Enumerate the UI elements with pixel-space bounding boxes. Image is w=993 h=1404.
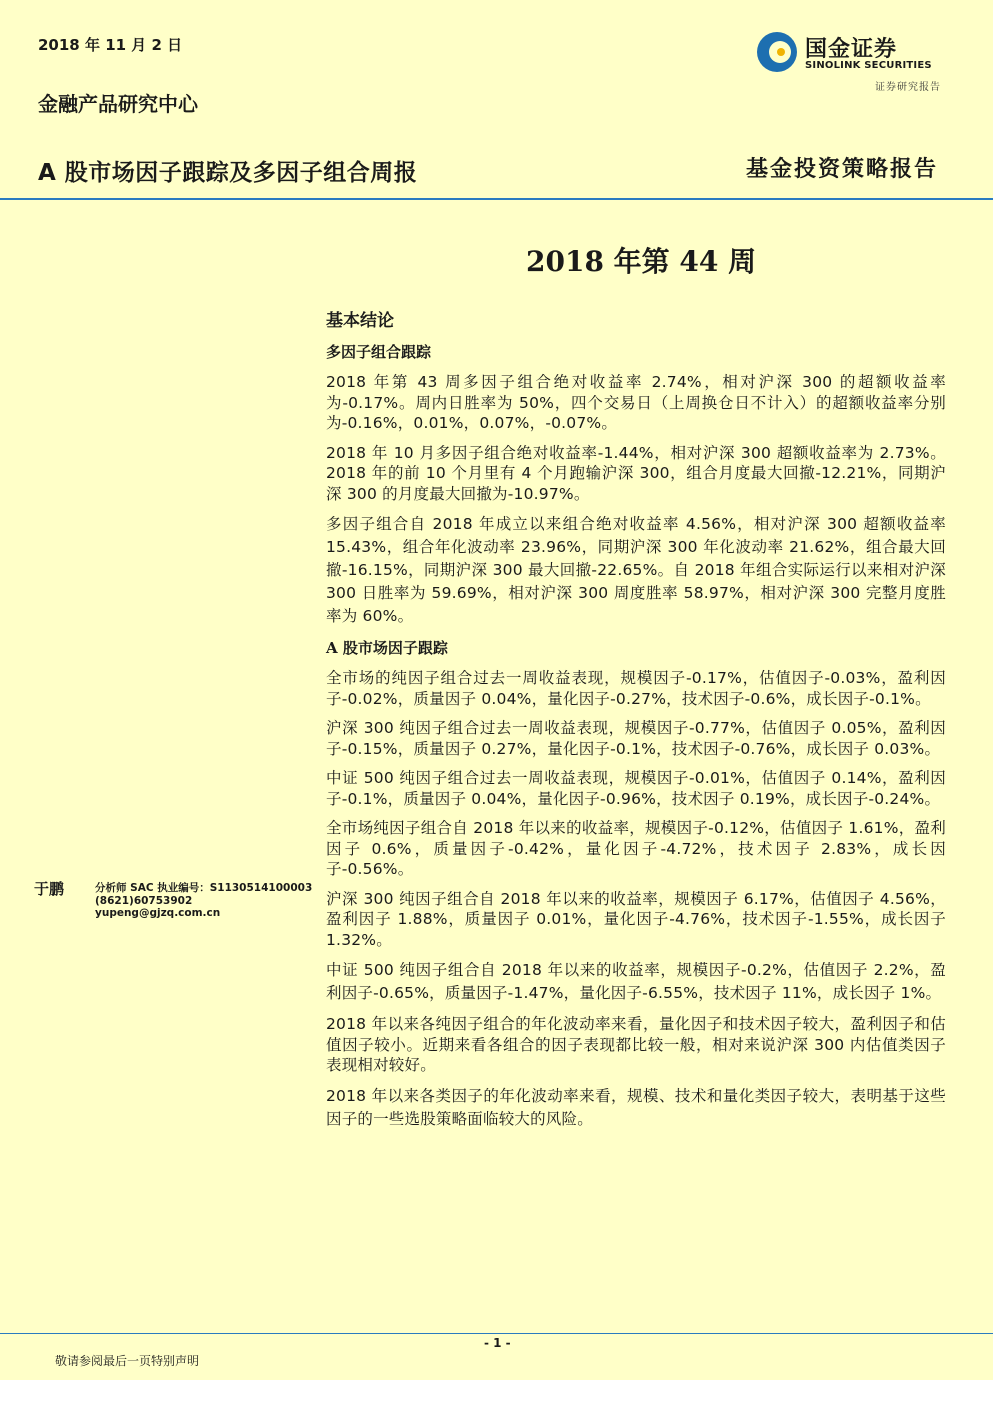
author-license: 分析师 SAC 执业编号：S1130514100003 [95, 882, 313, 894]
department-name: 金融产品研究中心 [38, 92, 198, 116]
footer-divider [0, 1333, 993, 1334]
ashare-paragraph: 中证 500 纯因子组合过去一周收益表现，规模因子-0.01%，估值因子 0.14%，盈利因子-0.1%，质量因子 0.04%，量化因子-0.96%，技术因子 0.19%，成长因子-0.24%。 [326, 769, 946, 808]
company-logo [755, 30, 945, 98]
ashare-heading: A 股市场因子跟踪 [326, 639, 448, 657]
author-info [95, 882, 312, 920]
ashare-paragraph: 全市场纯因子组合自 2018 年以来的收益率，规模因子-0.12%，估值因子 1.61%，盈利因子 0.6%，质量因子-0.42%，量化因子-4.72%，技术因子 2.83%，成长因子-0.56%。 [326, 819, 946, 878]
header-divider [0, 198, 993, 200]
week-title: 2018 年第 44 周 [526, 245, 757, 278]
report-type: 基金投资策略报告 [745, 156, 938, 182]
report-title: A 股市场因子跟踪及多因子组合周报 [38, 160, 418, 186]
author-email: yupeng@gjzq.com.cn [95, 907, 221, 919]
multifactor-paragraph: 2018 年 10 月多因子组合绝对收益率-1.44%，相对沪深 300 超额收益率为 2.73%。2018 年的前 10 个月里有 4 个月跑输沪深 300，组合月度最大回撤-12.21%，同期沪深 300 的月度最大回撤为-10.97%。 [326, 443, 946, 503]
ashare-paragraph: 沪深 300 纯因子组合自 2018 年以来的收益率，规模因子 6.17%，估值因子 4.56%，盈利因子 1.88%，质量因子 0.01%，量化因子-4.76%，技术因子-1.55%，成长因子 1.32%。 [326, 889, 946, 949]
ashare-paragraph: 中证 500 纯因子组合自 2018 年以来的收益率，规模因子-0.2%，估值因子 2.2%，盈利因子-0.65%，质量因子-1.47%，量化因子-6.55%，技术因子 11%，成长因子 1%。 [326, 961, 946, 1002]
multifactor-paragraph: 2018 年第 43 周多因子组合绝对收益率 2.74%，相对沪深 300 的超额收益率为-0.17%。周内日胜率为 50%，四个交易日（上周换仓日不计入）的超额收益率分别为-0.16%，0.01%，0.07%，-0.07%。 [326, 373, 946, 432]
ashare-paragraph: 2018 年以来各纯因子组合的年化波动率来看，量化因子和技术因子较大，盈利因子和估值因子较小。近期来看各组合的因子表现都比较一般，相对来说沪深 300 内估值类因子表现相对较好。 [326, 1015, 946, 1074]
logo-name-en: SINOLINK SECURITIES [805, 60, 932, 71]
disclaimer-note: 敬请参阅最后一页特别声明 [55, 1354, 200, 1368]
logo-mark-icon [757, 32, 797, 72]
page-bottom-band [0, 1380, 993, 1404]
author-name: 于鹏 [34, 880, 65, 898]
ashare-paragraph: 全市场的纯因子组合过去一周收益表现，规模因子-0.17%，估值因子-0.03%，盈利因子-0.02%，质量因子 0.04%，量化因子-0.27%，技术因子-0.6%，成长因子-0.1%。 [326, 669, 946, 708]
section-title: 基本结论 [326, 311, 394, 331]
multifactor-heading: 多因子组合跟踪 [326, 343, 432, 361]
multifactor-paragraph: 多因子组合自 2018 年成立以来组合绝对收益率 4.56%，相对沪深 300 超额收益率 15.43%，组合年化波动率 23.96%，同期沪深 300 年化波动率 21.62%，组合最大回撤-16.15%，同期沪深 300 最大回撤-22.65%。自 2018 年组合实际运行以来相对沪深 300 日胜率为 59.69%，相对沪深 300 周度胜率 58.97%，相对沪深 300 完整月度胜率为 60%。 [326, 515, 946, 625]
main-content [326, 306, 946, 1140]
ashare-paragraph: 沪深 300 纯因子组合过去一周收益表现，规模因子-0.77%，估值因子 0.05%，盈利因子-0.15%，质量因子 0.27%，量化因子-0.1%，技术因子-0.76%，成长因子 0.03%。 [326, 719, 946, 758]
logo-name-cn: 国金证券 [805, 37, 898, 62]
author-phone: (8621)60753902 [95, 894, 193, 907]
ashare-paragraph: 2018 年以来各类因子的年化波动率来看，规模、技术和量化类因子较大，表明基于这些因子的一些选股策略面临较大的风险。 [326, 1086, 946, 1128]
logo-subtitle: 证券研究报告 [875, 82, 941, 93]
report-date: 2018 年 11 月 2 日 [38, 36, 183, 54]
page-number: - 1 - [484, 1336, 511, 1350]
